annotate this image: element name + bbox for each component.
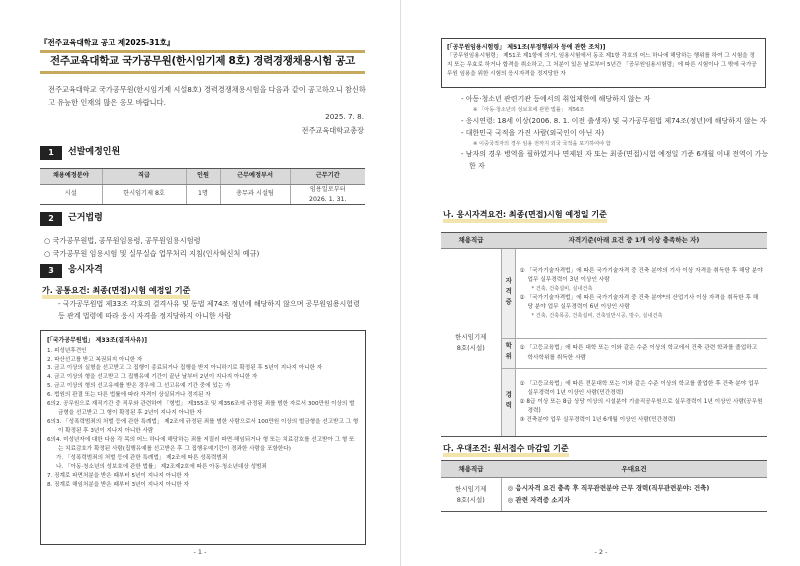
table-header: 채용직급 [441, 461, 501, 478]
disqualification-box [40, 330, 366, 545]
section-title: 근거법령 [68, 213, 103, 224]
criteria-cell [515, 249, 767, 339]
box-text: 「공무원임용시험령」 제51조 제1항에 의거, 임용시험에서 동조 제1항 각호의 어느 하나에 해당하는 행위를 하여 그 시험을 정지 또는 무효로 하거나 합격을 취소하고, 그 처분이 있은 날로부터 5년간 「공무원임용시험령」에 따른 시험이나 그 밖에 국가공무원 임용을 위한 시험의 응시자격을 정지당한 자 [447, 53, 757, 77]
date-block [302, 110, 365, 137]
row-header [441, 249, 501, 437]
table-header: 우대요건 [501, 461, 767, 478]
criteria-item: ① 「국가기술자격법」에 따른 국가기술자격 중 건축 분야의 기사 이상 자격을 취득한 후 해당 분야 업무 실무경력이 3년 이상인 사람 [519, 267, 763, 284]
subsection-title: 나. 응시자격요건: 최종(면접)시험 예정일 기준 [443, 210, 607, 223]
table-header: 자격기준(아래 요건 중 1개 이상 충족하는 자) [501, 233, 767, 249]
row-header [441, 478, 501, 512]
criteria-item: ③ 건축분야 업무 실무경력이 1년 6개월 이상인 사람(민간경력) [519, 417, 676, 424]
table-header: 직급 [102, 169, 186, 185]
list-note: ※ 이중국적자의 경우 임용 전까지 외국 국적을 포기하여야 함 [473, 140, 611, 147]
section-number: 1 [40, 146, 62, 160]
list-item: 3. 금고 이상의 실형을 선고받고 그 집행이 종료되거나 집행을 받지 아니하기로 확정된 후 5년이 지나지 아니한 자 [47, 365, 323, 372]
subsection-na [443, 210, 607, 220]
notice-number: 『전주교육대학교 공고 제2025-31호』 [40, 38, 175, 47]
section-2-heading [40, 212, 103, 226]
list-item: 6의3. 「성폭력범죄의 처벌 등에 관한 특례법」 제2조에 규정된 죄를 범한 사람으로서 100만원 이상의 벌금형을 선고받고 그 형이 확정된 후 3년이 지나지 아니한 사람 [47, 419, 359, 435]
notice-date: 2025. 7. 8. [325, 112, 364, 121]
list-item: 가. 「성폭력범죄의 처벌 등에 관한 특례법」 제2조에 따른 성폭력범죄 [56, 454, 228, 461]
list-item: 2. 파산선고를 받고 복권되지 아니한 자 [47, 356, 143, 363]
list-item: 1. 피성년후견인 [47, 347, 87, 354]
list-item: 6. 법원의 판결 또는 다른 법률에 따라 자격이 상실되거나 정지된 자 [47, 392, 211, 399]
misconduct-box [441, 38, 766, 88]
box-title: [「국가공무원법」 제33조(결격사유)] [47, 337, 147, 344]
subsection-ga [42, 286, 190, 296]
table-row [441, 249, 767, 339]
criteria-note: * 건축, 건축목공, 건축설비, 건축일반시공, 방수, 실내건축 [531, 312, 663, 319]
category-cell [501, 249, 515, 339]
table-cell: 시설 [40, 185, 102, 205]
page-2 [400, 0, 800, 566]
page-number: - 2 - [594, 547, 608, 556]
row-header-line: 8호(시설) [456, 343, 485, 352]
category-label: 학위 [504, 341, 513, 363]
criteria-note: * 건축, 건축설비, 실내건축 [531, 286, 593, 293]
table-row [40, 185, 365, 205]
law-list [44, 234, 259, 261]
page-number: - 1 - [193, 547, 207, 556]
row-header-line: 한시임기제 [455, 333, 487, 342]
table-cell: 총무과 시설팀 [220, 185, 290, 205]
criteria-item: ② 8급 이상 또는 8급 상당 이상의 시설분야 기술직공무원으로 실무경력이 1년 이상인 사람(공무원 경력) [519, 398, 763, 415]
box-title: [「공무원임용시험령」 제51조(부정행위자 등에 관한 조치)] [447, 44, 606, 51]
preference-table [441, 460, 767, 512]
list-item: 4. 금고 이상의 형을 선고받고 그 집행유예 기간이 끝난 날부터 2년이 지나지 아니한 자 [47, 374, 258, 381]
positions-table [40, 168, 365, 205]
section-1-heading [40, 146, 120, 160]
qualification-table [441, 232, 767, 437]
table-header: 채용직급 [441, 233, 501, 249]
section-title: 선발예정인원 [68, 147, 121, 158]
criteria-item: ① 「고등교육법」에 따른 전문대학 또는 이와 같은 수준 이상의 학교를 졸업한 후 건축 분야 업무 실무경력이 1년 이상인 사람(민간경력) [519, 380, 760, 396]
preference-item: ◎ 응시자격 요건 충족 후 직무관련분야 근무 경력(직무관련분야: 건축) [507, 484, 710, 493]
period-end: 2026. 1. 31. [309, 195, 347, 203]
preference-cell [501, 478, 767, 512]
table-cell: 한시임기제 8호 [102, 185, 186, 205]
list-item: 8. 징계로 해임처분을 받은 때부터 3년이 지나지 아니한 자 [47, 481, 189, 488]
title-bar [40, 50, 365, 74]
category-cell [501, 339, 515, 369]
list-item: - 아동·청소년 관련기관 등에서의 취업제한에 해당하지 않는 자 [461, 95, 651, 103]
eligibility-list [461, 94, 769, 173]
intro-text: 전주교육대학교 국가공무원(한시임기제 시설8호) 경력경쟁채용시험을 다음과 같이 공고하오니 참신하고 유능한 인재의 많은 응모 바랍니다. [48, 85, 366, 107]
table-header: 근무예정부서 [220, 169, 290, 185]
issuer: 전주교육대학교총장 [301, 125, 364, 135]
table-header: 채용예정분야 [40, 169, 102, 185]
criteria-item: ② 「국가기술자격법」에 따른 국가기술자격 중 건축 분야*의 산업기사 이상 자격을 취득한 후 해당 분야 업무 실무경력이 6년 이상인 사람 [519, 294, 759, 310]
table-header: 인원 [186, 169, 220, 185]
list-item: 5. 금고 이상의 형의 선고유예를 받은 경우에 그 선고유예 기간 중에 있는 자 [47, 383, 231, 390]
category-cell [501, 369, 515, 437]
list-item: 나. 「아동·청소년의 성보호에 관한 법률」 제2조제2호에 따른 아동·청소년대상 성범죄 [56, 463, 267, 470]
criteria-item: ① 「고등교육법」에 따른 대학 또는 이와 같은 수준 이상의 학교에서 건축 관련 학과를 졸업하고 학사학위를 취득한 사람 [519, 345, 758, 361]
subsection-title: 다. 우대조건: 원서접수 마감일 기준 [443, 444, 569, 457]
section-title: 응시자격 [68, 265, 103, 276]
table-cell: 1명 [186, 185, 220, 205]
category-label: 자격증 [504, 276, 513, 309]
list-item: - 응시연령: 18세 이상(2006. 8. 1. 이전 출생자) 및 국가공무원법 제74조(정년)에 해당하지 않는 자 [461, 116, 767, 125]
subsection-da [443, 444, 569, 454]
row-header-line: 8호(시설) [456, 495, 485, 504]
section-number: 2 [40, 212, 62, 226]
criteria-cell [515, 339, 767, 369]
period-start: 임용일로부터 [309, 186, 346, 194]
list-item: ○ 국가공무원법, 공무원임용령, 공무원임용시험령 [44, 236, 201, 245]
section-3-heading [40, 264, 103, 278]
category-label: 경력 [504, 390, 513, 412]
list-item: ○ 국가공무원 임용시험 및 실무실습 업무처리 지침(인사혁신처 예규) [44, 249, 260, 259]
list-item: - 대한민국 국적을 가진 사람(외국인이 아닌 자) [461, 128, 605, 137]
section-number: 3 [40, 264, 62, 278]
criteria-cell [515, 369, 767, 437]
common-requirement: - 국가공무원법 제33조 각호의 결격사유 및 동법 제74조 정년에 해당하지 않으며 공무원임용시험령 등 관계 법령에 따라 응시 자격을 정지당하지 아니한 사람 [58, 300, 360, 321]
page-title: 전주교육대학교 국가공무원(한시임기제 8호) 경력경쟁채용시험 공고 [49, 55, 356, 68]
row-header-line: 한시임기제 [455, 485, 487, 494]
table-row [441, 478, 767, 512]
list-item: 7. 징계로 파면처분을 받은 때부터 5년이 지나지 아니한 자 [47, 472, 189, 479]
table-header: 근무기간 [290, 169, 365, 185]
list-item: - 남자의 경우 병역을 필하였거나 면제된 자 또는 최종(면접)시험 예정일 기준 6개월 이내 전역이 가능한 자 [461, 150, 769, 171]
list-item: 6의4. 미성년자에 대한 다음 각 목의 어느 하나에 해당하는 죄를 저질러 파면·해임되거나 형 또는 치료감호를 선고받아 그 형 또는 치료감호가 확정된 사람(집행유예를 선고받은 후 그 집행유예기간이 경과한 사람을 포함한다) [47, 436, 355, 452]
table-cell [290, 185, 365, 205]
list-note: ※ 「아동·청소년의 성보호에 관한 법률」 제56조 [473, 106, 585, 113]
list-item: 6의2. 공무원으로 재직기간 중 직무와 관련하여 「형법」 제355조 및 제356조에 규정된 죄를 범한 자로서 300만원 이상의 벌금형을 선고받고 그 형이 확정된 후 2년이 지나지 아니한 자 [47, 401, 355, 417]
subsection-title: 가. 공통요건: 최종(면접)시험 예정일 기준 [42, 286, 190, 299]
preference-item: ◎ 관련 자격증 소지자 [507, 495, 571, 504]
